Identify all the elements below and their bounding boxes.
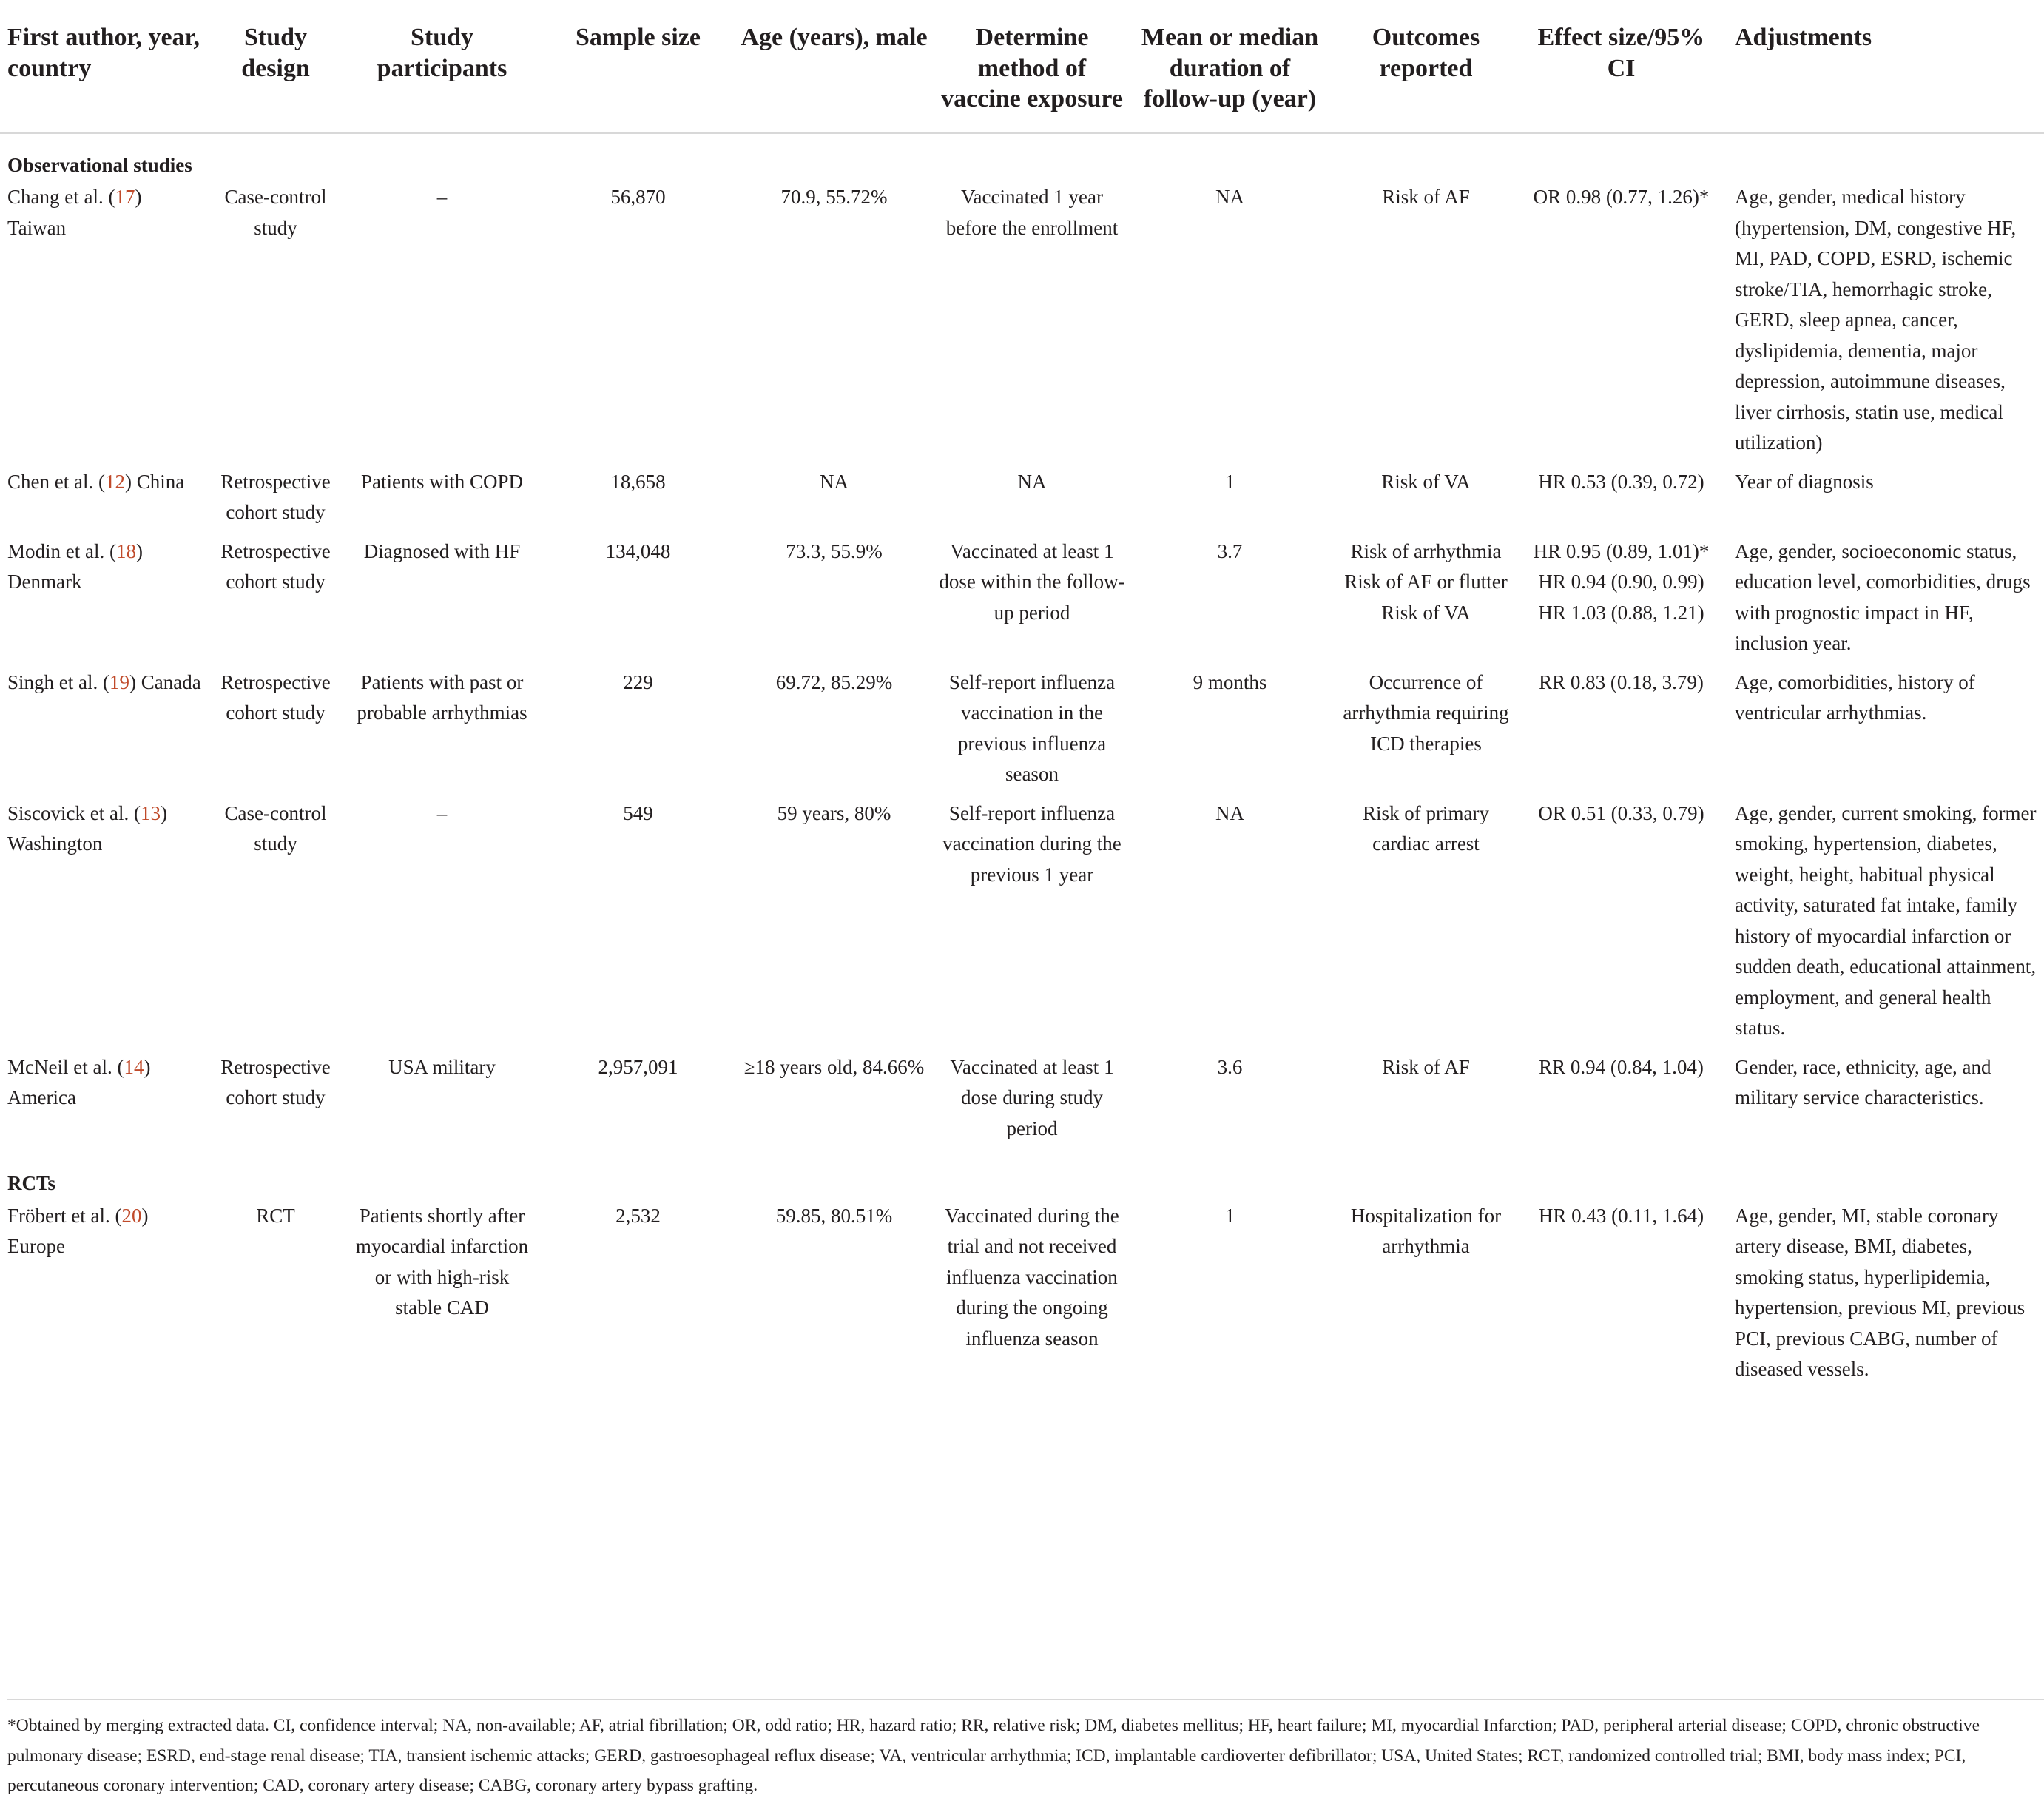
cell-outcomes: Risk of AF	[1382, 1055, 1470, 1078]
cell-participants: Patients with COPD	[360, 470, 524, 493]
cell-study-design: Case-control study	[224, 801, 327, 855]
cell-author: Chen et al. (12) China	[7, 470, 185, 493]
table-row	[0, 667, 2044, 798]
header-adjustments: Adjustments	[1718, 0, 2044, 133]
header-vaccine-exposure-method: Determine method of vaccine exposure	[932, 0, 1132, 133]
cell-sample-size: 2,957,091	[598, 1055, 678, 1078]
cell-age-male: NA	[820, 470, 849, 493]
cell-participants: USA military	[388, 1055, 496, 1078]
cell-adjustments: Gender, race, ethnicity, age, and military service characteristics.	[1735, 1055, 1991, 1108]
reference-link[interactable]: 20	[121, 1204, 142, 1227]
cell-sample-size: 18,658	[610, 470, 666, 493]
cell-author: Singh et al. (19) Canada	[7, 670, 201, 693]
table-row	[0, 182, 2044, 467]
reference-link[interactable]: 12	[104, 470, 125, 493]
cell-effect-size: HR 0.53 (0.39, 0.72)	[1538, 470, 1704, 493]
cell-age-male: 69.72, 85.29%	[775, 670, 893, 693]
header-outcomes-reported: Outcomes reported	[1328, 0, 1524, 133]
cell-author: McNeil et al. (14) America	[7, 1055, 151, 1108]
section-row-rcts	[0, 1152, 2044, 1201]
cell-exposure-method: Vaccinated at least 1 dose during study period	[950, 1055, 1114, 1139]
country-name: Washington	[7, 832, 103, 855]
cell-sample-size: 134,048	[605, 539, 671, 562]
cell-effect-size: HR 0.43 (0.11, 1.64)	[1538, 1204, 1704, 1227]
cell-effect-size: OR 0.98 (0.77, 1.26)*	[1533, 186, 1710, 208]
author-name: McNeil et al.	[7, 1055, 112, 1078]
cell-outcomes: Risk of primary cardiac arrest	[1363, 801, 1489, 855]
country-name: America	[7, 1086, 76, 1108]
cell-participants: –	[436, 186, 448, 208]
cell-study-design: Retrospective cohort study	[220, 1055, 331, 1108]
reference-link[interactable]: 17	[115, 186, 135, 208]
country-name: Canada	[141, 670, 201, 693]
author-name: Singh et al.	[7, 670, 98, 693]
section-label-rcts: RCTs	[7, 1172, 56, 1194]
cell-effect-size: HR 0.95 (0.89, 1.01)* HR 0.94 (0.90, 0.99) HR 1.03 (0.88, 1.21)	[1533, 539, 1710, 624]
cell-exposure-method: Vaccinated 1 year before the enrollment	[945, 186, 1119, 239]
cell-outcomes: Risk of VA	[1381, 470, 1471, 493]
cell-outcomes: Hospitalization for arrhythmia	[1350, 1204, 1502, 1257]
section-label-observational: Observational studies	[7, 153, 192, 176]
cell-age-male: ≥18 years old, 84.66%	[743, 1055, 925, 1078]
cell-outcomes: Risk of arrhythmia Risk of AF or flutter Risk of VA	[1344, 539, 1508, 624]
cell-exposure-method: NA	[1017, 470, 1047, 493]
header-row	[0, 0, 2044, 133]
cell-study-design: Case-control study	[224, 186, 327, 239]
cell-follow-up: 3.6	[1217, 1055, 1243, 1078]
cell-adjustments: Age, comorbidities, history of ventricular arrhythmias.	[1735, 670, 1975, 724]
cell-exposure-method: Self-report influenza vaccination in the previous influenza season	[948, 670, 1116, 785]
cell-exposure-method: Vaccinated at least 1 dose within the follow-up period	[939, 539, 1125, 624]
table-body	[0, 133, 2044, 1393]
cell-exposure-method: Vaccinated during the trial and not received influenza vaccination during the ongoing influenza season	[945, 1204, 1119, 1350]
reference-link[interactable]: 19	[109, 670, 129, 693]
header-age-male: Age (years), male	[736, 0, 932, 133]
table-row	[0, 467, 2044, 536]
header-study-design: Study design	[207, 0, 344, 133]
reference-link[interactable]: 18	[115, 539, 136, 562]
cell-author: Fröbert et al. (20) Europe	[7, 1204, 149, 1257]
cell-age-male: 70.9, 55.72%	[780, 186, 888, 208]
reference-link[interactable]: 13	[140, 801, 161, 824]
cell-author: Siscovick et al. (13) Washington	[7, 801, 167, 855]
reference-link[interactable]: 14	[124, 1055, 144, 1078]
cell-exposure-method: Self-report influenza vaccination during the previous 1 year	[942, 801, 1121, 886]
author-name: Chang et al.	[7, 186, 104, 208]
cell-outcomes: Risk of AF	[1382, 186, 1470, 208]
table-row	[0, 1052, 2044, 1153]
table-row	[0, 536, 2044, 667]
cell-participants: Patients shortly after myocardial infarction or with high-risk stable CAD	[355, 1204, 529, 1319]
author-name: Modin et al.	[7, 539, 105, 562]
cell-study-design: RCT	[256, 1204, 295, 1227]
cell-author: Modin et al. (18) Denmark	[7, 539, 143, 593]
cell-study-design: Retrospective cohort study	[220, 539, 331, 593]
author-name: Siscovick et al.	[7, 801, 129, 824]
section-row-observational	[0, 133, 2044, 183]
cell-age-male: 59.85, 80.51%	[775, 1204, 893, 1227]
cell-participants: Diagnosed with HF	[363, 539, 521, 562]
cell-effect-size: RR 0.94 (0.84, 1.04)	[1539, 1055, 1704, 1078]
cell-adjustments: Age, gender, medical history (hypertension, DM, congestive HF, MI, PAD, COPD, ESRD, ischemic stroke/TIA, hemorrhagic stroke, GERD, sleep apnea, cancer, dyslipidemia, dementia, major depression, autoimmune diseases, liver cirrhosis, statin use, medical utilization)	[1735, 186, 2017, 454]
header-effect-size: Effect size/95% CI	[1524, 0, 1718, 133]
cell-follow-up: 9 months	[1193, 670, 1267, 693]
table-header	[0, 0, 2044, 133]
cell-sample-size: 229	[623, 670, 653, 693]
cell-author: Chang et al. (17) Taiwan	[7, 186, 142, 239]
country-name: Europe	[7, 1235, 65, 1257]
cell-study-design: Retrospective cohort study	[220, 670, 331, 724]
cell-follow-up: 3.7	[1217, 539, 1243, 562]
country-name: Taiwan	[7, 216, 67, 239]
cell-age-male: 59 years, 80%	[777, 801, 891, 824]
cell-sample-size: 56,870	[610, 186, 666, 208]
table-row	[0, 798, 2044, 1052]
table-footnote: *Obtained by merging extracted data. CI, confidence interval; NA, non-available; AF, atrial fibrillation; OR, odd ratio; HR, hazard ratio; RR, relative risk; DM, diabetes mellitus; HF, heart failure; MI, myocardial Infarction; PAD, peripheral arterial disease; COPD, chronic obstructive pulmonary disease; ESRD, end-stage renal disease; TIA, transient ischemic attacks; GERD, gastroesophageal reflux disease; VA, ventricular arrhythmia; ICD, implantable cardioverter defibrillator; USA, United States; RCT, randomized controlled trial; BMI, body mass index; PCI, percutaneous coronary intervention; CAD, coronary artery disease; CABG, coronary artery bypass grafting.	[7, 1699, 2044, 1801]
cell-study-design: Retrospective cohort study	[220, 470, 331, 523]
cell-adjustments: Age, gender, current smoking, former smoking, hypertension, diabetes, weight, height, habitual physical activity, saturated fat intake, family history of myocardial infarction or sudden death, educational attainment, employment, and general health status.	[1735, 801, 2037, 1039]
cell-follow-up: NA	[1215, 186, 1244, 208]
cell-age-male: 73.3, 55.9%	[786, 539, 883, 562]
cell-sample-size: 549	[623, 801, 653, 824]
cell-follow-up: 1	[1224, 470, 1235, 493]
header-follow-up-duration: Mean or median duration of follow-up (year)	[1132, 0, 1328, 133]
cell-adjustments: Year of diagnosis	[1735, 470, 1874, 493]
cell-effect-size: RR 0.83 (0.18, 3.79)	[1539, 670, 1704, 693]
country-name: China	[136, 470, 185, 493]
cell-participants: Patients with past or probable arrhythmias	[357, 670, 527, 724]
country-name: Denmark	[7, 570, 82, 593]
cell-adjustments: Age, gender, MI, stable coronary artery disease, BMI, diabetes, smoking status, hyperlipidemia, hypertension, previous MI, previous PCI, previous CABG, number of diseased vessels.	[1735, 1204, 2026, 1380]
cell-adjustments: Age, gender, socioeconomic status, education level, comorbidities, drugs with prognostic impact in HF, inclusion year.	[1735, 539, 2031, 654]
author-name: Fröbert et al.	[7, 1204, 110, 1227]
cell-follow-up: NA	[1215, 801, 1244, 824]
cell-sample-size: 2,532	[615, 1204, 661, 1227]
cell-effect-size: OR 0.51 (0.33, 0.79)	[1538, 801, 1704, 824]
cell-participants: –	[436, 801, 448, 824]
cell-follow-up: 1	[1224, 1204, 1235, 1227]
header-sample-size: Sample size	[540, 0, 736, 133]
cell-outcomes: Occurrence of arrhythmia requiring ICD therapies	[1343, 670, 1509, 755]
author-name: Chen et al.	[7, 470, 94, 493]
table-row	[0, 1201, 2044, 1393]
header-study-participants: Study participants	[344, 0, 540, 133]
header-first-author: First author, year, country	[0, 0, 207, 133]
